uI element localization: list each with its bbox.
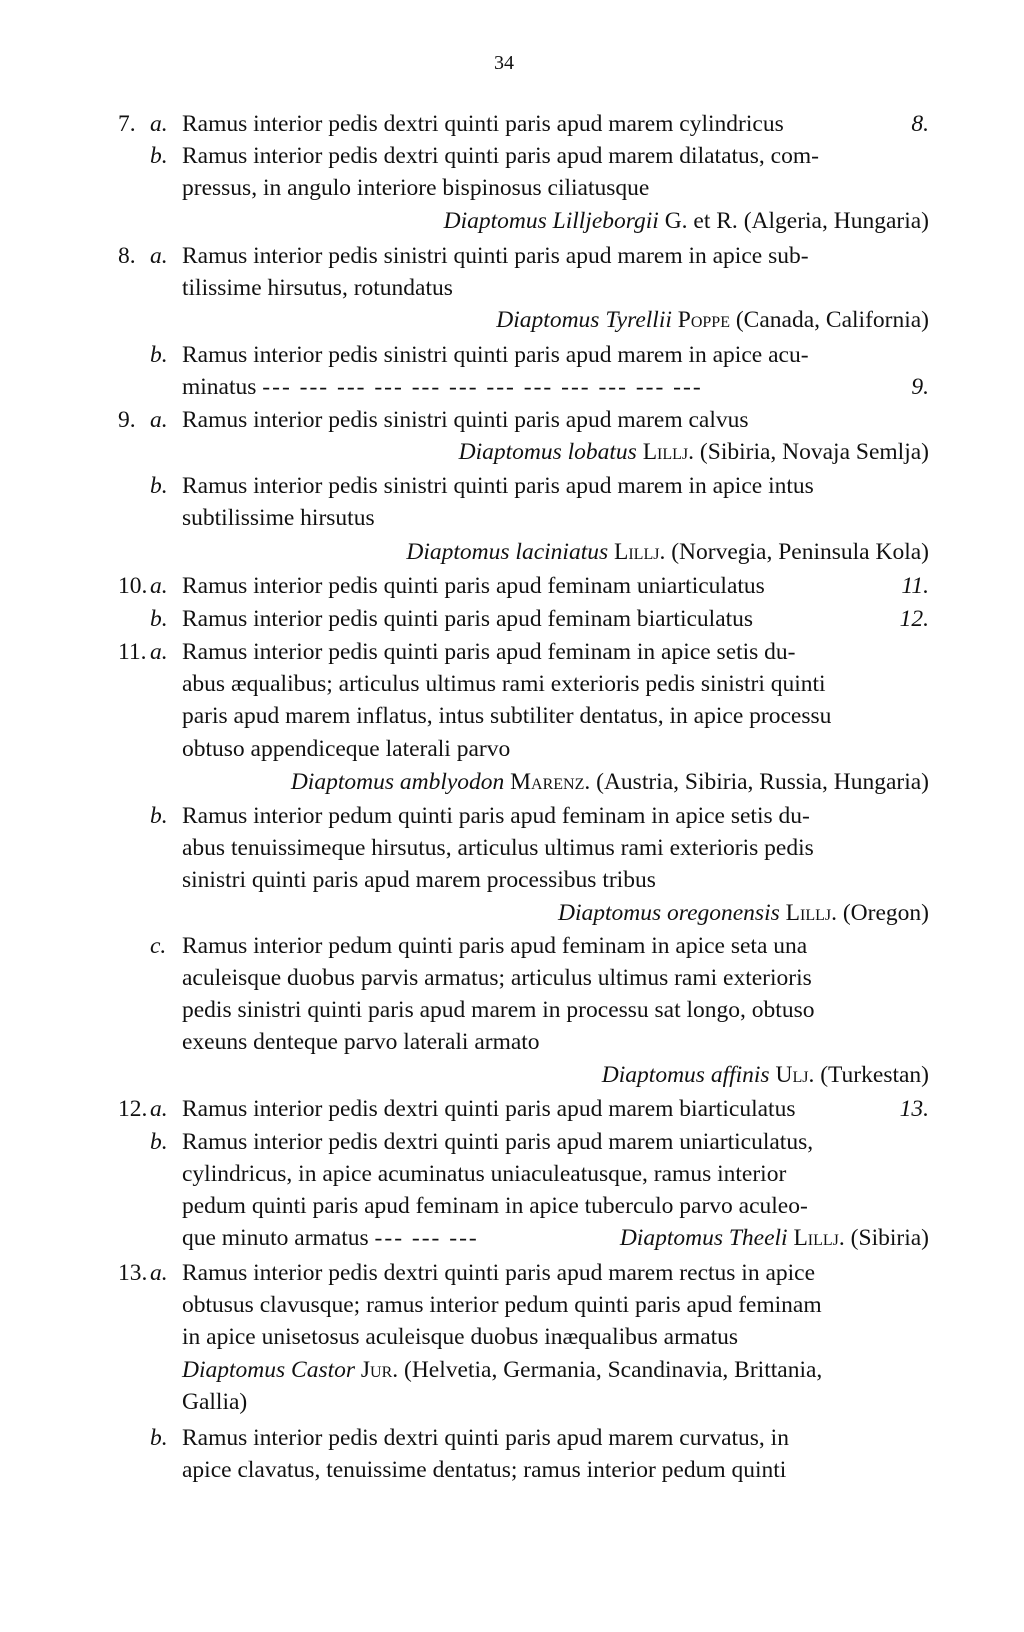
couplet-letter: b. (150, 606, 168, 632)
key-text: Ramus interior pedis dextri quinti paris apud marem dilatatus, com- (182, 143, 819, 169)
species-locality: (Helvetia, Germania, Scandinavia, Brittania, (404, 1357, 823, 1383)
key-text: Ramus interior pedis quinti paris apud feminam biarticulatus (182, 606, 754, 632)
key-text: Ramus interior pedis sinistri quinti paris apud marem in apice sub- (182, 243, 809, 269)
couplet-letter: c. (150, 933, 167, 959)
species-locality: (Algeria, Hungaria) (743, 208, 929, 234)
species-name: Diaptomus lobatus (458, 439, 637, 465)
couplet-number: 12. (118, 1096, 148, 1122)
key-text: Ramus interior pedis dextri quinti paris apud marem uniarticulatus, (182, 1129, 814, 1155)
key-reference: 8. (911, 111, 929, 137)
species-author: Jur. (360, 1357, 399, 1383)
couplet-number: 10. (118, 573, 148, 599)
key-text: abus æqualibus; articulus ultimus rami exterioris pedis sinistri quinti (182, 671, 826, 697)
key-text: pedis sinistri quinti paris apud marem in processu sat longo, obtuso (182, 997, 815, 1023)
species-name: Diaptomus Castor (182, 1357, 356, 1383)
species-entry (182, 1354, 822, 1386)
species-locality: (Canada, California) (735, 307, 929, 333)
key-reference: 12. (899, 606, 929, 632)
couplet-letter: a. (150, 407, 168, 433)
key-text: paris apud marem inflatus, intus subtiliter dentatus, in apice processu (182, 703, 832, 729)
key-text: obtuso appendiceque laterali parvo (182, 736, 511, 762)
species-entry (459, 436, 929, 468)
couplet-number: 9. (118, 407, 136, 433)
key-text: subtilissime hirsutus (182, 505, 375, 531)
species-author: Lillj. (642, 439, 695, 465)
key-text: Ramus interior pedis sinistri quinti paris apud marem calvus (182, 407, 749, 433)
couplet-number: 13. (118, 1260, 148, 1286)
key-text-word: minatus (182, 374, 257, 400)
key-text: tilissime hirsutus, rotundatus (182, 275, 453, 301)
key-text: cylindricus, in apice acuminatus uniaculeatusque, ramus interior (182, 1161, 787, 1187)
species-locality: (Sibiria) (850, 1225, 929, 1251)
species-author: Lillj. (785, 900, 837, 926)
species-entry (291, 766, 929, 798)
species-name: Diaptomus Tyrellii (496, 307, 672, 333)
species-entry (406, 536, 929, 568)
couplet-letter: b. (150, 1425, 168, 1451)
key-text: pedum quinti paris apud feminam in apice tuberculo parvo aculeo- (182, 1193, 808, 1219)
page-number: 34 (494, 52, 514, 74)
key-text: Ramus interior pedis quinti paris apud feminam uniarticulatus (182, 573, 765, 599)
key-text: aculeisque duobus parvis armatus; articulus ultimus rami exterioris (182, 965, 812, 991)
species-entry (558, 897, 929, 929)
couplet-number: 11. (118, 639, 147, 665)
species-author: Lillj. (614, 539, 666, 565)
species-author: Ulj. (775, 1062, 815, 1088)
species-name: Diaptomus amblyodon (290, 769, 505, 795)
species-name: Diaptomus oregonensis (558, 900, 780, 926)
species-author: Lillj. (793, 1225, 845, 1251)
key-reference: 13. (899, 1096, 929, 1122)
couplet-letter: b. (150, 473, 168, 499)
key-text: Ramus interior pedis dextri quinti paris apud marem biarticulatus (182, 1096, 796, 1122)
key-text: Ramus interior pedis dextri quinti paris apud marem cylindricus (182, 111, 784, 137)
key-text: sinistri quinti paris apud marem processibus tribus (182, 867, 656, 893)
species-author: Marenz. (510, 769, 591, 795)
couplet-letter: b. (150, 1129, 168, 1155)
species-locality: (Oregon) (842, 900, 929, 926)
species-author: G. et R. (664, 208, 738, 234)
couplet-letter: a. (150, 1260, 168, 1286)
key-text: Ramus interior pedis dextri quinti paris apud marem curvatus, in (182, 1425, 789, 1451)
couplet-letter: a. (150, 1096, 168, 1122)
couplet-letter: b. (150, 143, 168, 169)
species-locality: (Turkestan) (820, 1062, 929, 1088)
species-name: Diaptomus Lilljeborgii (443, 208, 659, 234)
species-name: Diaptomus laciniatus (406, 539, 609, 565)
couplet-number: 7. (118, 111, 136, 137)
species-entry (496, 304, 929, 336)
key-text: pressus, in angulo interiore bispinosus ciliatusque (182, 175, 650, 201)
couplet-letter: a. (150, 639, 168, 665)
key-text-word: que minuto armatus (182, 1225, 369, 1251)
leader-dashes: --- --- --- --- --- --- --- --- --- --- --- --- (262, 374, 703, 400)
key-text: abus tenuissimeque hirsutus, articulus ultimus rami exterioris pedis (182, 835, 814, 861)
key-reference: 11. (901, 573, 929, 599)
couplet-letter: a. (150, 243, 168, 269)
couplet-letter: a. (150, 573, 168, 599)
key-text: exeuns denteque parvo laterali armato (182, 1029, 540, 1055)
species-entry (620, 1222, 929, 1254)
species-entry (444, 205, 929, 237)
leader-dashes: --- --- --- (374, 1225, 479, 1251)
species-entry (602, 1059, 929, 1091)
key-text: in apice unisetosus aculeisque duobus inæqualibus armatus (182, 1324, 739, 1350)
key-text: Gallia) (182, 1389, 248, 1415)
key-text (182, 371, 703, 403)
key-text: Ramus interior pedis quinti paris apud feminam in apice setis du- (182, 639, 796, 665)
species-name: Diaptomus affinis (601, 1062, 770, 1088)
species-locality: (Sibiria, Novaja Semlja) (699, 439, 929, 465)
key-text: Ramus interior pedis dextri quinti paris apud marem rectus in apice (182, 1260, 816, 1286)
species-name: Diaptomus Theeli (619, 1225, 788, 1251)
key-text: apice clavatus, tenuissime dentatus; ramus interior pedum quinti (182, 1457, 787, 1483)
species-locality: (Austria, Sibiria, Russia, Hungaria) (596, 769, 929, 795)
couplet-letter: a. (150, 111, 168, 137)
key-text: obtusus clavusque; ramus interior pedum quinti paris apud feminam (182, 1292, 822, 1318)
species-author: Poppe (677, 307, 730, 333)
key-text (182, 1222, 479, 1254)
species-locality: (Norvegia, Peninsula Kola) (671, 539, 929, 565)
couplet-letter: b. (150, 342, 168, 368)
key-text: Ramus interior pedum quinti paris apud feminam in apice seta una (182, 933, 808, 959)
key-text: Ramus interior pedis sinistri quinti paris apud marem in apice intus (182, 473, 814, 499)
key-text: Ramus interior pedum quinti paris apud feminam in apice setis du- (182, 803, 810, 829)
key-text: Ramus interior pedis sinistri quinti paris apud marem in apice acu- (182, 342, 809, 368)
couplet-letter: b. (150, 803, 168, 829)
key-reference: 9. (911, 374, 929, 400)
couplet-number: 8. (118, 243, 136, 269)
